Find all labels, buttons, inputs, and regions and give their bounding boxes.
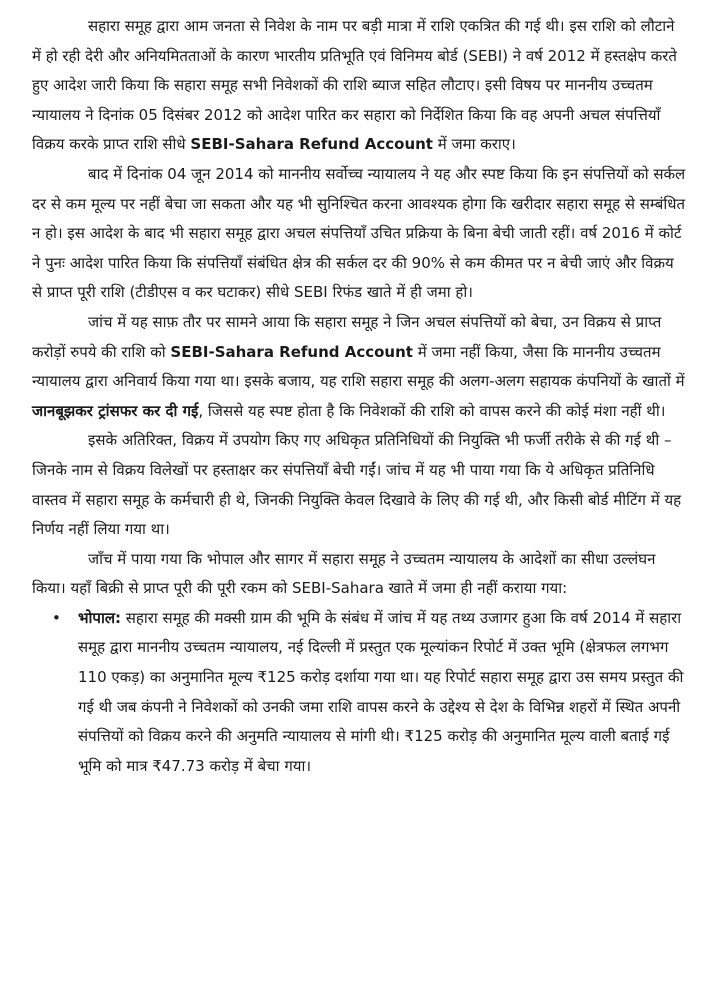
paragraph-text: इसके अतिरिक्त, विक्रय में उपयोग किए गए अधिकृत प्रतिनिधियों की नियुक्ति भी फर्जी तरीके से की गई थी – जिनके नाम से विक्रय विलेखों पर हस्ताक्षर कर संपत्तियाँ बेची गईं। जांच में यह भी पाया गया कि ये अधिकृत प्रतिनिधि वास्तव में सहारा समूह के कर्मचारी ही थे, जिनकी नियुक्ति केवल दिखावे के लिए की गई थी, और किसी बोर्ड मीटिंग में यह निर्णय नहीं लिया गया था। [32, 431, 682, 539]
bold-account-name: SEBI-Sahara Refund Account [170, 342, 413, 361]
paragraph-text: सहारा समूह द्वारा आम जनता से निवेश के नाम पर बड़ी मात्रा में राशि एकत्रित की गई थी। इस राशि को लौटाने में हो रही देरी और अनियमितताओं के कारण भारतीय प्रतिभूति एवं विनिमय बोर्ड (SEBI) ने वर्ष 2012 में हस्तक्षेप करते हुए आदेश जारी किया कि सहारा समूह सभी निवेशकों की राशि ब्याज सहित लौटाए। इसी विषय पर माननीय उच्चतम न्यायालय ने दिनांक 05 दिसंबर 2012 को आदेश पारित कर सहारा को निर्देशित किया कि वह अपनी अचल संपत्तियाँ विक्रय करके प्राप्त राशि सीधे [32, 17, 677, 154]
paragraph-text: में जमा कराए। [432, 135, 516, 154]
bold-account-name: SEBI-Sahara Refund Account [190, 135, 433, 154]
paragraph-text: , जिससे यह स्पष्ट होता है कि निवेशकों की राशि को वापस करने की कोई मंशा नहीं थी। [198, 401, 666, 420]
bullet-icon: • [52, 608, 61, 627]
paragraph-text: बाद में दिनांक 04 जून 2014 को माननीय सर्वोच्च न्यायालय ने यह और स्पष्ट किया कि इन संपत्तियों को सर्कल दर से कम मूल्य पर नहीं बेचा जा सकता और यह भी सुनिश्चित करना आवश्यक होगा कि खरीदार सहारा समूह से सम्बंधित न हो। इस आदेश के बाद भी सहारा समूह द्वारा अचल संपत्तियाँ उचित प्रक्रिया के बिना बेची जाती रहीं। वर्ष 2016 में कोर्ट ने पुनः आदेश पारित किया कि संपत्तियाँ संबंधित क्षेत्र की सर्कल दर की 90% से कम कीमत पर न बेची जाएं और विक्रय से प्राप्त पूरी राशि (टीडीएस व कर घटाकर) सीधे SEBI रिफंड खाते में ही जमा हो। [32, 164, 686, 302]
paragraph-bhopal-sagar-violation [32, 545, 688, 604]
bullet-item-bhopal [52, 604, 688, 782]
paragraph-authorized-representatives [32, 426, 688, 544]
bullet-text: सहारा समूह की मक्सी ग्राम की भूमि के संबंध में जांच में यह तथ्य उजागर हुआ कि वर्ष 2014 में सहारा समूह द्वारा माननीय उच्चतम न्यायालय, नई दिल्ली में प्रस्तुत एक मूल्यांकन रिपोर्ट में उक्त भूमि (क्षेत्रफल लगभग 110 एकड़) का अनुमानित मूल्य ₹125 करोड़ दर्शाया गया था। यह रिपोर्ट सहारा समूह द्वारा उस समय प्रस्तुत की गई थी जब कंपनी ने निवेशकों को उनकी जमा राशि वापस करने के उद्देश्य से देश के विभिन्न शहरों में स्थित अपनी संपत्तियों को विक्रय करने की अनुमति न्यायालय से मांगी थी। ₹125 करोड़ की अनुमानित मूल्य वाली बताई गई भूमि को मात्र ₹47.73 करोड़ में बेचा गया। [78, 608, 684, 775]
bold-deliberate-transfer: जानबूझकर ट्रांसफर कर दी गई [32, 401, 199, 420]
paragraph-investigation-findings [32, 308, 688, 426]
bullet-body [78, 604, 688, 782]
paragraph-court-order-2014 [32, 160, 688, 308]
paragraph-text: जाँच में पाया गया कि भोपाल और सागर में सहारा समूह ने उच्चतम न्यायालय के आदेशों का सीधा उल्लंघन किया। यहाँ बिक्री से प्राप्त पूरी की पूरी रकम को SEBI-Sahara खाते में जमा ही नहीं कराया गया: [32, 549, 656, 598]
paragraph-text: जांच में यह साफ़ तौर पर सामने आया कि सहारा समूह ने जिन अचल संपत्तियों को बेचा, उन विक्रय से प्राप्त करोड़ों रुपये की राशि को [32, 312, 662, 361]
paragraph-text: में जमा नहीं किया, जैसा कि माननीय उच्चतम न्यायालय द्वारा अनिवार्य किया गया था। इसके बजाय, यह राशि सहारा समूह की अलग-अलग सहायक कंपनियों के खातों में [32, 342, 685, 391]
paragraph-sebi-order-2012 [32, 12, 688, 160]
bullet-label: भोपाल: [78, 608, 122, 627]
